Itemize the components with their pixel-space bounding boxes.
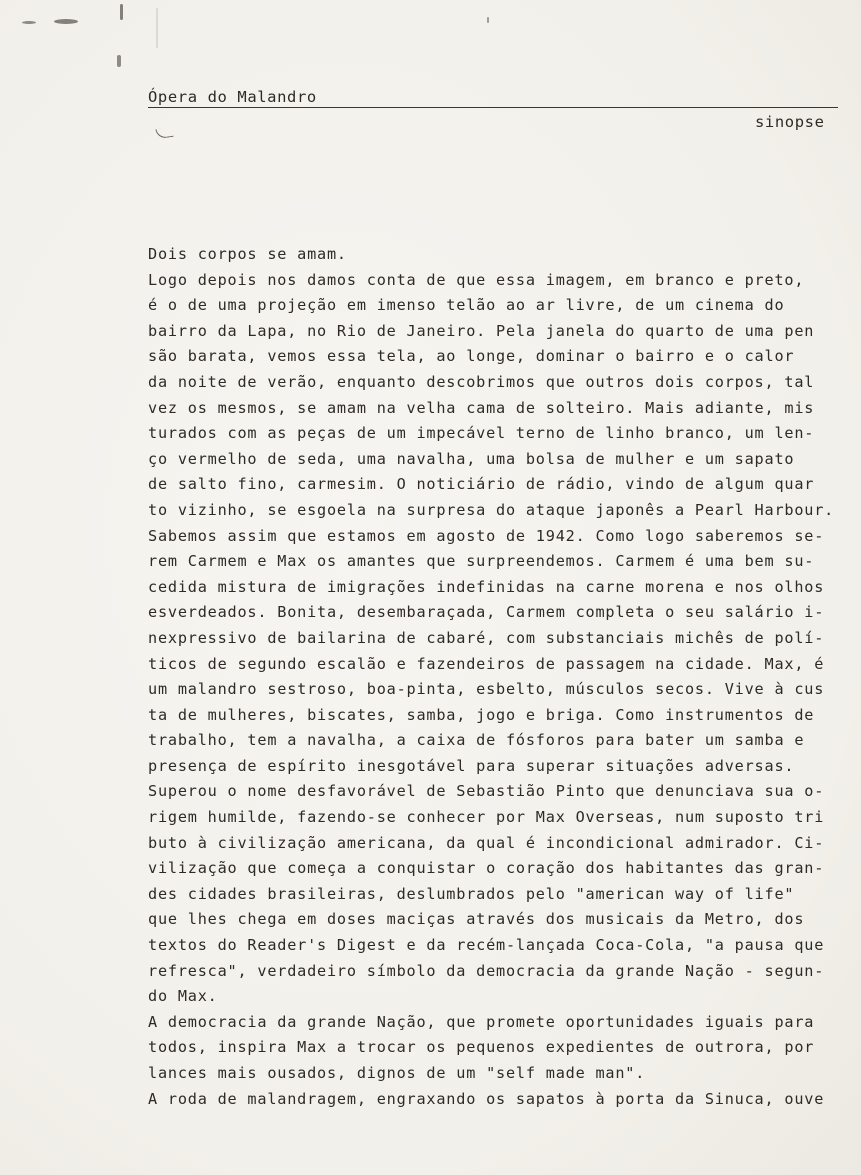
text-line: A democracia da grande Nação, que promete oportunidades iguais para [148, 1012, 815, 1031]
ink-speck [487, 17, 489, 23]
synopsis-body [148, 242, 853, 1112]
text-line: to vizinho, se esgoela na surpresa do ataque japonês a Pearl Harbour. [148, 500, 835, 519]
text-line: turados com as peças de um impecável terno de linho branco, um len- [148, 424, 815, 443]
document-subtitle: sinopse [755, 113, 825, 131]
ink-speck [22, 21, 36, 24]
text-line: cedida mistura de imigrações indefinidas na carne morena e nos olhos [148, 577, 825, 596]
text-line: é o de uma projeção em imenso telão ao ar livre, de um cinema do [148, 296, 785, 315]
text-line: um malandro sestroso, boa-pinta, esbelto, músculos secos. Vive à cus [148, 680, 825, 699]
text-line: Sabemos assim que estamos em agosto de 1942. Como logo saberemos se- [148, 526, 825, 545]
text-line: Dois corpos se amam. [148, 245, 347, 263]
text-line: ço vermelho de seda, uma navalha, uma bolsa de mulher e um sapato [148, 449, 795, 468]
text-line: ta de mulheres, biscates, samba, jogo e briga. Como instrumentos de [148, 705, 815, 724]
text-line: vez os mesmos, se amam na velha cama de solteiro. Mais adiante, mis [148, 398, 815, 417]
text-line: da noite de verão, enquanto descobrimos que outros dois corpos, tal [148, 372, 815, 391]
text-line: esverdeados. Bonita, desembaraçada, Carmem completa o seu salário i- [148, 603, 825, 622]
text-line: Superou o nome desfavorável de Sebastião Pinto que denunciava sua o- [148, 782, 825, 801]
text-line: textos do Reader's Digest e da recém-lançada Coca-Cola, "a pausa que [148, 936, 825, 955]
ink-speck [156, 8, 158, 48]
text-line: rem Carmem e Max os amantes que surpreendemos. Carmem é uma bem su- [148, 552, 815, 571]
text-line: refresca", verdadeiro símbolo da democracia da grande Nação - segun- [148, 961, 825, 980]
text-line: A roda de malandragem, engraxando os sapatos à porta da Sinuca, ouve [148, 1089, 825, 1108]
text-line: todos, inspira Max a trocar os pequenos expedientes de outrora, por [148, 1038, 815, 1057]
text-line: bairro da Lapa, no Rio de Janeiro. Pela janela do quarto de uma pen [148, 321, 815, 340]
text-line: trabalho, tem a navalha, a caixa de fósforos para bater um samba e [148, 731, 805, 750]
text-line: nexpressivo de bailarina de cabaré, com substanciais michês de polí- [148, 628, 825, 647]
text-line: que lhes chega em doses maciças através dos musicais da Metro, dos [148, 910, 805, 929]
text-line: ticos de segundo escalão e fazendeiros de passagem na cidade. Max, é [148, 654, 825, 673]
text-line: são barata, vemos essa tela, ao longe, dominar o bairro e o calor [148, 347, 795, 366]
title-underline [148, 107, 838, 108]
ink-speck [117, 55, 121, 67]
text-line: presença de espírito inesgotável para superar situações adversas. [148, 756, 795, 775]
pen-mark [155, 127, 173, 139]
text-line: Logo depois nos damos conta de que essa imagem, em branco e preto, [148, 270, 805, 289]
text-line: des cidades brasileiras, deslumbrados pelo "american way of life" [148, 884, 795, 903]
text-line: de salto fino, carmesim. O noticiário de rádio, vindo de algum quar [148, 475, 815, 494]
text-line: buto à civilização americana, da qual é incondicional admirador. Ci- [148, 833, 825, 852]
text-line: lances mais ousados, dignos de um "self made man". [148, 1064, 646, 1082]
text-line: rigem humilde, fazendo-se conhecer por Max Overseas, num suposto tri [148, 808, 825, 827]
ink-speck [120, 4, 123, 20]
text-line: do Max. [148, 987, 218, 1006]
document-title: Ópera do Malandro [148, 88, 317, 106]
text-line: vilização que começa a conquistar o coração dos habitantes das gran- [148, 859, 825, 878]
ink-speck [54, 19, 78, 24]
